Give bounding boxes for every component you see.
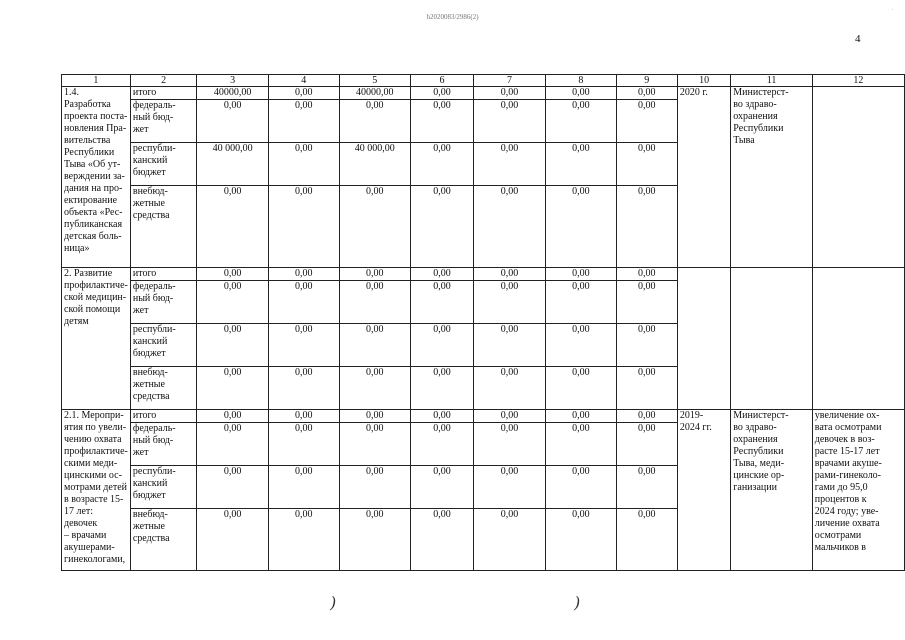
amount-cell: 40000,00 — [197, 87, 268, 100]
funding-source-cell: итого — [130, 87, 197, 100]
column-number: 1 — [62, 75, 131, 87]
amount-cell: 0,00 — [474, 186, 546, 268]
funding-source-cell: республи- канский бюджет — [130, 466, 197, 509]
amount-cell: 0,00 — [545, 423, 616, 466]
amount-cell: 0,00 — [545, 100, 616, 143]
column-number: 3 — [197, 75, 268, 87]
amount-cell: 0,00 — [545, 281, 616, 324]
period-cell — [677, 268, 730, 410]
amount-cell: 0,00 — [474, 268, 546, 281]
amount-cell: 40 000,00 — [197, 143, 268, 186]
executor-cell: Министерст- во здраво- охранения Республики Тыва — [731, 87, 813, 268]
amount-cell: 0,00 — [474, 367, 546, 410]
column-number-row — [62, 75, 905, 87]
amount-cell: 0,00 — [616, 143, 677, 186]
amount-cell: 0,00 — [616, 466, 677, 509]
amount-cell: 0,00 — [268, 367, 339, 410]
funding-source-cell: республи- канский бюджет — [130, 143, 197, 186]
column-number: 6 — [410, 75, 473, 87]
column-number: 10 — [677, 75, 730, 87]
amount-cell: 0,00 — [545, 143, 616, 186]
result-cell — [812, 87, 904, 268]
amount-cell: 0,00 — [474, 423, 546, 466]
amount-cell: 0,00 — [410, 423, 473, 466]
amount-cell: 0,00 — [545, 466, 616, 509]
financing-table — [61, 74, 905, 571]
funding-source-cell: внебюд- жетные средства — [130, 186, 197, 268]
page-number: 4 — [855, 33, 861, 45]
amount-cell: 0,00 — [197, 324, 268, 367]
amount-cell: 0,00 — [268, 509, 339, 571]
funding-source-cell: внебюд- жетные средства — [130, 509, 197, 571]
amount-cell: 0,00 — [197, 268, 268, 281]
amount-cell: 0,00 — [268, 87, 339, 100]
period-cell: 2019- 2024 гг. — [677, 410, 730, 571]
amount-cell: 0,00 — [474, 100, 546, 143]
funding-source-cell: итого — [130, 410, 197, 423]
executor-cell: Министерст- во здраво- охранения Республики Тыва, меди- цинские ор- ганизации — [731, 410, 813, 571]
amount-cell: 0,00 — [339, 509, 410, 571]
result-cell — [812, 268, 904, 410]
amount-cell: 0,00 — [339, 268, 410, 281]
margin-mark: ) — [330, 593, 337, 612]
column-number: 2 — [130, 75, 197, 87]
amount-cell: 0,00 — [197, 423, 268, 466]
amount-cell: 0,00 — [545, 324, 616, 367]
amount-cell: 0,00 — [474, 410, 546, 423]
activity-name-cell: 1.4. Разработка проекта поста- новления Пра- вительства Республики Тыва «Об ут- верждении за- дания на про- ектирование объекта «Рес- публиканская детская боль- ница» — [62, 87, 131, 268]
period-cell: 2020 г. — [677, 87, 730, 268]
margin-mark: ) — [574, 593, 581, 612]
funding-source-cell: федераль- ный бюд- жет — [130, 100, 197, 143]
amount-cell: 0,00 — [545, 410, 616, 423]
amount-cell: 0,00 — [339, 324, 410, 367]
amount-cell: 0,00 — [197, 466, 268, 509]
amount-cell: 0,00 — [616, 281, 677, 324]
amount-cell: 0,00 — [268, 281, 339, 324]
amount-cell: 0,00 — [410, 466, 473, 509]
amount-cell: 0,00 — [197, 367, 268, 410]
amount-cell: 0,00 — [410, 186, 473, 268]
amount-cell: 0,00 — [268, 100, 339, 143]
amount-cell: 0,00 — [616, 186, 677, 268]
amount-cell: 0,00 — [474, 87, 546, 100]
amount-cell: 0,00 — [268, 466, 339, 509]
table-row — [62, 87, 905, 100]
amount-cell: 0,00 — [616, 87, 677, 100]
amount-cell: 0,00 — [339, 186, 410, 268]
amount-cell: 0,00 — [474, 466, 546, 509]
table-row — [62, 268, 905, 281]
amount-cell: 0,00 — [545, 509, 616, 571]
amount-cell: 0,00 — [474, 281, 546, 324]
amount-cell: 0,00 — [474, 143, 546, 186]
column-number: 8 — [545, 75, 616, 87]
column-number: 7 — [474, 75, 546, 87]
column-number: 5 — [339, 75, 410, 87]
funding-source-cell: федераль- ный бюд- жет — [130, 281, 197, 324]
amount-cell: 0,00 — [616, 100, 677, 143]
amount-cell: 0,00 — [616, 423, 677, 466]
executor-cell — [731, 268, 813, 410]
column-number: 11 — [731, 75, 813, 87]
column-number: 12 — [812, 75, 904, 87]
amount-cell: 0,00 — [197, 410, 268, 423]
amount-cell: 0,00 — [339, 100, 410, 143]
amount-cell: 0,00 — [268, 143, 339, 186]
amount-cell: 0,00 — [545, 186, 616, 268]
amount-cell: 0,00 — [616, 509, 677, 571]
amount-cell: 0,00 — [197, 509, 268, 571]
amount-cell: 0,00 — [616, 410, 677, 423]
amount-cell: 0,00 — [410, 268, 473, 281]
amount-cell: 40 000,00 — [339, 143, 410, 186]
funding-source-cell: внебюд- жетные средства — [130, 367, 197, 410]
amount-cell: 0,00 — [410, 281, 473, 324]
amount-cell: 0,00 — [616, 367, 677, 410]
amount-cell: 0,00 — [410, 367, 473, 410]
amount-cell: 0,00 — [268, 186, 339, 268]
amount-cell: 0,00 — [410, 324, 473, 367]
column-number: 9 — [616, 75, 677, 87]
amount-cell: 0,00 — [197, 100, 268, 143]
amount-cell: 0,00 — [474, 509, 546, 571]
amount-cell: 0,00 — [268, 268, 339, 281]
amount-cell: 40000,00 — [339, 87, 410, 100]
result-cell: увеличение ох- вата осмотрами девочек в воз- расте 15-17 лет врачами акуше- рами-гинеколо- гами до 95,0 процентов к 2024 году; уве- личение охвата осмотрами мальчиков в — [812, 410, 904, 571]
amount-cell: 0,00 — [410, 143, 473, 186]
activity-name-cell: 2.1. Меропри- ятия по увели- чению охвата профилактиче- скими меди- цинскими ос- мотрами детей в возрасте 15- 17 лет: девочек – врачами акушерами- гинекологами, — [62, 410, 131, 571]
funding-source-cell: итого — [130, 268, 197, 281]
amount-cell: 0,00 — [616, 268, 677, 281]
amount-cell: 0,00 — [268, 423, 339, 466]
amount-cell: 0,00 — [410, 410, 473, 423]
amount-cell: 0,00 — [339, 410, 410, 423]
funding-source-cell: республи- канский бюджет — [130, 324, 197, 367]
amount-cell: 0,00 — [410, 87, 473, 100]
column-number: 4 — [268, 75, 339, 87]
document-code: h2020083/2986(2) — [426, 13, 479, 21]
amount-cell: 0,00 — [545, 367, 616, 410]
amount-cell: 0,00 — [339, 367, 410, 410]
amount-cell: 0,00 — [616, 324, 677, 367]
funding-source-cell: федераль- ный бюд- жет — [130, 423, 197, 466]
amount-cell: 0,00 — [339, 466, 410, 509]
amount-cell: 0,00 — [197, 281, 268, 324]
amount-cell: 0,00 — [410, 509, 473, 571]
amount-cell: 0,00 — [474, 324, 546, 367]
activity-name-cell: 2. Развитие профилактиче- ской медицин- ской помощи детям — [62, 268, 131, 410]
amount-cell: 0,00 — [339, 281, 410, 324]
amount-cell: 0,00 — [545, 87, 616, 100]
corner-mark: ˈ — [891, 8, 894, 16]
amount-cell: 0,00 — [268, 324, 339, 367]
amount-cell: 0,00 — [339, 423, 410, 466]
amount-cell: 0,00 — [268, 410, 339, 423]
amount-cell: 0,00 — [197, 186, 268, 268]
table-row — [62, 410, 905, 423]
amount-cell: 0,00 — [545, 268, 616, 281]
amount-cell: 0,00 — [410, 100, 473, 143]
